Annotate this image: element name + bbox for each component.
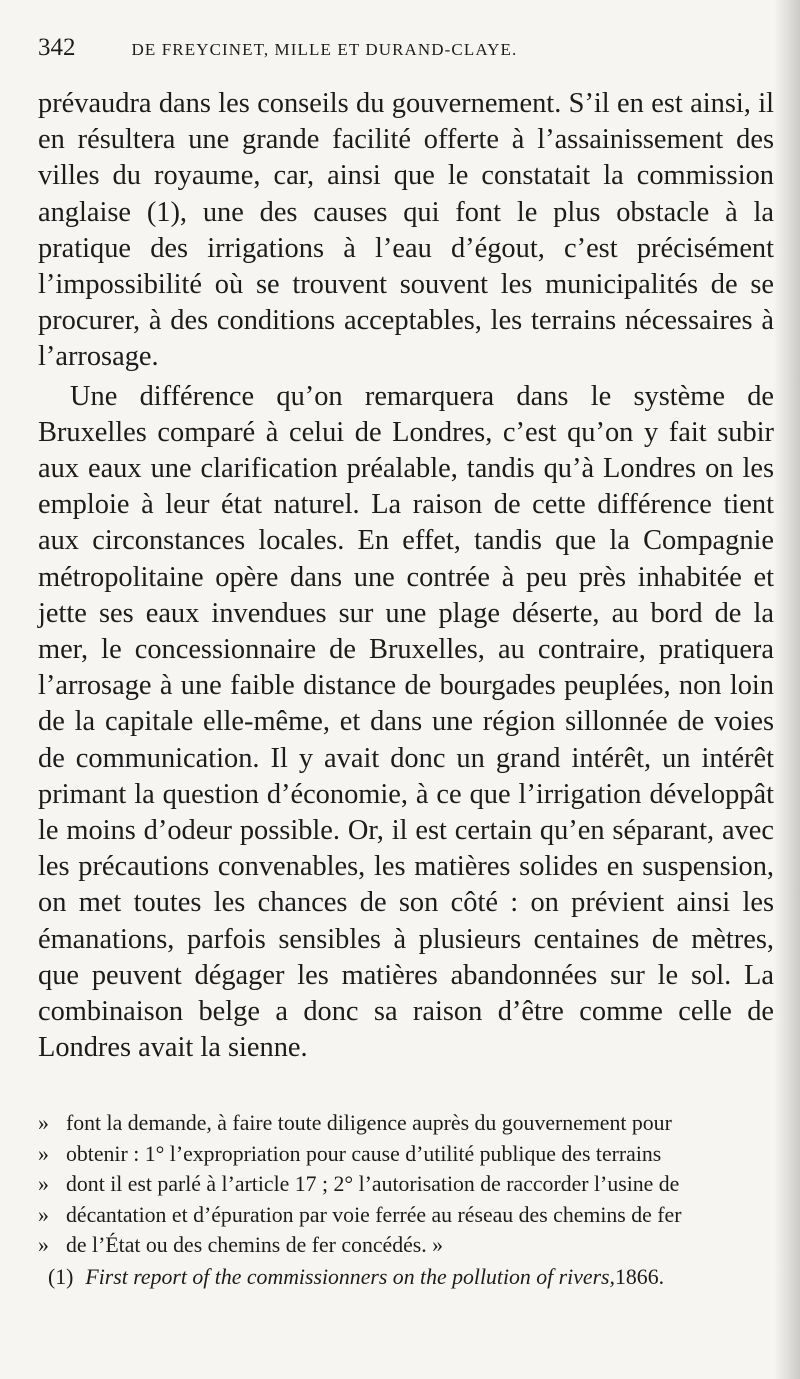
footnote-marker: (1) (48, 1264, 74, 1289)
quote-mark: » (38, 1172, 49, 1197)
footnote (38, 1262, 774, 1293)
page-number: 342 (38, 34, 76, 61)
quote-mark: » (38, 1202, 49, 1227)
footnote-year: 1866. (615, 1264, 665, 1289)
quoted-note-text: de l’État ou des chemins de fer concédés. » (66, 1233, 444, 1258)
running-header (38, 34, 774, 86)
quoted-note-text: obtenir : 1° l’expropriation pour cause d’utilité publique des terrains (66, 1141, 662, 1166)
paragraph-continuation: prévaudra dans les conseils du gouvernement. S’il en est ainsi, il en résultera une grande facilité offerte à l’assainissement des villes du royaume, car, ainsi que le constatait la commission anglaise (1), une des causes qui font le plus obstacle à la pratique des irrigations à l’eau d’égout, c’est précisément l’impossibilité où se trouvent souvent les municipalités de se procurer, à des conditions acceptables, les terrains nécessaires à l’arrosage. (38, 88, 774, 373)
quoted-note-line (38, 1169, 774, 1200)
notes-section (38, 1108, 774, 1292)
quote-mark: » (38, 1141, 49, 1166)
running-title: DE FREYCINET, MILLE ET DURAND-CLAYE. (131, 40, 518, 59)
quoted-note-text: font la demande, à faire toute diligence auprès du gouvernement pour (66, 1111, 672, 1136)
footnote-title: First report of the commissionners on the pollution of rivers, (85, 1264, 615, 1289)
book-page (38, 34, 774, 1292)
quoted-note-text: décantation et d’épuration par voie ferrée au réseau des chemins de fer (66, 1202, 682, 1227)
quote-mark: » (38, 1233, 49, 1258)
quoted-note-line (38, 1200, 774, 1231)
quoted-note-line (38, 1108, 774, 1139)
page-edge-shadow (774, 0, 800, 1379)
quoted-note-line (38, 1139, 774, 1170)
paragraph-difference: Une différence qu’on remarquera dans le système de Bruxelles comparé à celui de Londres, c’est qu’on y fait subir aux eaux une clarification préalable, tandis qu’à Londres on les emploie à leur état naturel. La raison de cette différence tient aux circonstances locales. En effet, tandis que la Compagnie métropolitaine opère dans une contrée à peu près inhabitée et jette ses eaux invendues sur une plage déserte, au bord de la mer, le concessionnaire de Bruxelles, au contraire, pratiquera l’arrosage à une faible distance de bourgades peuplées, non loin de la capitale elle-même, et dans une région sillonnée de voies de communication. Il y avait donc un grand intérêt, un intérêt primant la question d’économie, à ce que l’irrigation développât le moins d’odeur possible. Or, il est certain qu’en séparant, avec les précautions convenables, les matières solides en suspension, on met toutes les chances de son côté : on prévient ainsi les émanations, parfois sensibles à plusieurs centaines de mètres, que peuvent dégager les matières abandonnées sur le sol. La combinaison belge a donc sa raison d’être comme celle de Londres avait la sienne. (38, 380, 774, 1064)
quoted-note-line (38, 1230, 774, 1261)
quoted-note-text: dont il est parlé à l’article 17 ; 2° l’autorisation de raccorder l’usine de (66, 1172, 680, 1197)
main-text (38, 86, 774, 1066)
quote-mark: » (38, 1111, 49, 1136)
